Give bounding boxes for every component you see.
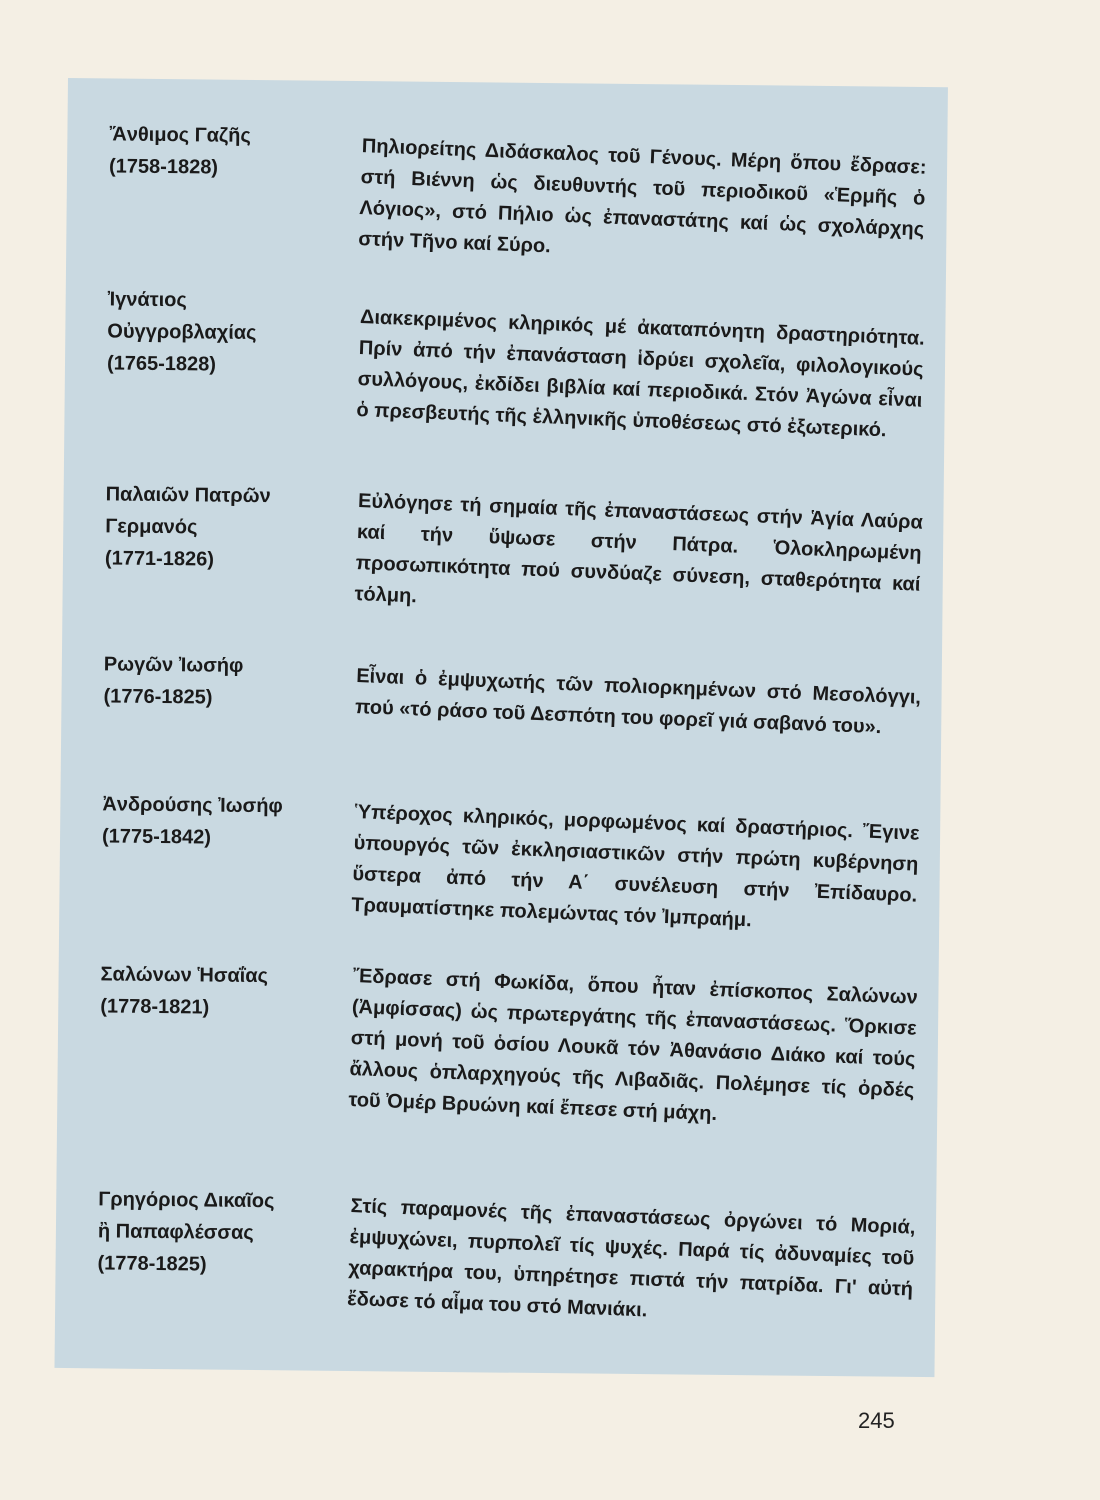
person-description: Πηλιορείτης Διδάσκαλος τοῦ Γένους. Μέρη ὅπου ἔδρασε: στή Βιέννη ὡς διευθυντής τοῦ περιοδικοῦ «Ἑρμῆς ὁ Λόγιος», στό Πήλιο ὡς ἐπαναστάτης καί ὡς σχολάρχης στήν Τῆνο καί Σύρο. [357, 135, 927, 258]
person-description: Στίς παραμονές τῆς ἐπαναστάσεως ὀργώνει τό Μοριά, ἐμψυχώνει, πυρπολεῖ τίς ψυχές. Παρά τίς ἀδυναμίες τοῦ χαρακτήρα του, ὑπηρέτησε πιστά τήν πατρίδα. Γι' αὐτή ἔδωσε τό αἷμα του στό Μανιάκι. [346, 1195, 916, 1322]
table-row [68, 118, 948, 258]
person-name: Ἀνδρούσης Ἰωσήφ (1775-1842) [101, 793, 283, 849]
person-name: Ἄνθιμος Γαζῆς (1758-1828) [108, 123, 251, 179]
person-description: Εὐλόγησε τή σημαία τῆς ἐπαναστάσεως στήν Ἁγία Λαύρα καί τήν ὕψωσε στήν Πάτρα. Ὁλοκληρωμένη προσωπικότητα πού συνδύαζε σύνεση, σταθερότητα καί τόλμη. [354, 490, 924, 608]
person-name: Ρωγῶν Ἰωσήφ (1776-1825) [103, 653, 244, 709]
table-row [62, 648, 942, 739]
person-name: Παλαιῶν Πατρῶν Γερμανός (1771-1826) [104, 483, 271, 571]
table-row [56, 1183, 936, 1322]
person-description: Ὑπέροχος κληρικός, μορφωμένος καί δραστήριος. Ἔγινε ὑπουργός τῶν ἐκκλησιαστικῶν στήν πρώτη κυβέρνηση ὕστερα ἀπό τήν Α΄ συνέλευση στήν Ἐπίδαυρο. Τραυματίστηκε πολεμώντας τόν Ἰμπραήμ. [350, 801, 920, 932]
table-row [64, 478, 944, 608]
table-row [59, 958, 939, 1126]
person-name: Σαλώνων Ἡσαΐας (1778-1821) [100, 963, 269, 1019]
text-panel [54, 78, 947, 1377]
table-row [61, 788, 941, 932]
person-name: Γρηγόριος Δικαῖος ἢ Παπαφλέσσας (1778-1825) [97, 1188, 275, 1276]
person-description: Εἶναι ὁ ἐμψυχωτής τῶν πολιορκημένων στό Μεσολόγγι, πού «τό ράσο τοῦ Δεσπότη του φορεῖ γιά σαβανό του». [354, 665, 922, 739]
person-name: Ἰγνάτιος Οὐγγροβλαχίας (1765-1828) [106, 288, 257, 376]
person-description: Ἔδρασε στή Φωκίδα, ὅπου ἦταν ἐπίσκοπος Σαλώνων (Ἀμφίσσας) ὡς πρωτεργάτης τῆς ἐπαναστάσεως. Ὅρκισε στή μονή τοῦ ὁσίου Λουκᾶ τόν Ἀθανάσιο Διάκο καί τούς ἄλλους ὁπλαρχηγούς τῆς Λιβαδιᾶς. Πολέμησε τίς ὀρδές τοῦ Ὀμέρ Βρυώνη καί ἔπεσε στή μάχη. [348, 965, 919, 1126]
person-description: Διακεκριμένος κληρικός μέ ἀκαταπόνητη δραστηριότητα. Πρίν ἀπό τήν ἐπανάσταση ἱδρύει σχολεῖα, φιλολογικούς συλλόγους, ἐκδίδει βιβλία καί περιοδικά. Στόν Ἀγώνα εἶναι ὁ πρεσβευτής τῆς ἑλληνικῆς ὑποθέσεως στό ἐξωτερικό. [356, 306, 926, 442]
page-number: 245 [858, 1408, 895, 1433]
table-row [66, 283, 946, 442]
biography-table [54, 78, 947, 1377]
